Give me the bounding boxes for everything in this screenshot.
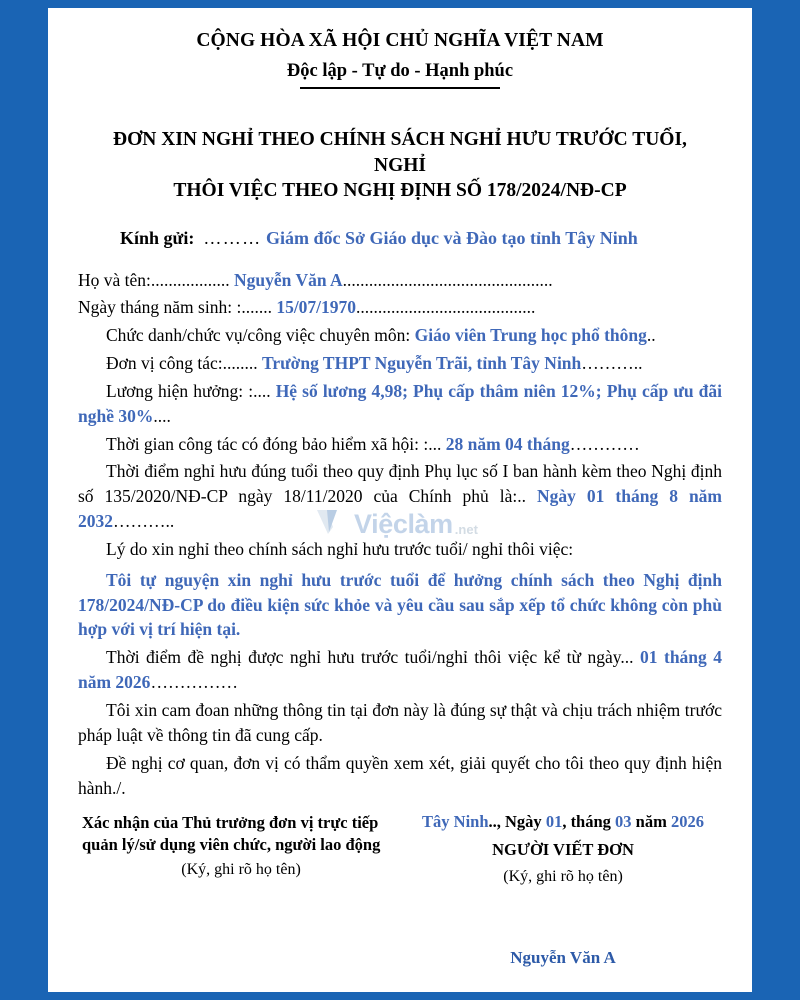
field-requested-date-value: 01 tháng 4 năm 2026 (78, 647, 723, 693)
field-requested-date-dots-after: …………… (150, 672, 238, 693)
watermark-tld: .net (454, 522, 478, 537)
addressee-value: Giám đốc Sở Giáo dục và Đào tạo tỉnh Tây Ninh (266, 228, 638, 249)
national-motto-wrapper (78, 61, 722, 85)
signature-date-line (404, 812, 722, 832)
page-title-line-1: ĐƠN XIN NGHỈ THEO CHÍNH SÁCH NGHỈ HƯU TRƯỚC TUỔI, NGHỈ (113, 129, 687, 176)
signature-month: 03 (615, 812, 632, 832)
field-salary-label: Lương hiện hưởng: : (106, 380, 254, 401)
signature-place-dots: .., (488, 812, 501, 832)
field-work-unit-value: Trường THPT Nguyễn Trãi, tỉnh Tây Ninh (262, 353, 582, 374)
signature-month-label: , tháng (562, 812, 611, 832)
field-requested-date-dots-before: ... (620, 647, 634, 668)
page-title-line-2: THÔI VIỆC THEO NGHỊ ĐỊNH SỐ 178/2024/NĐ-CP (173, 180, 627, 202)
confirmation-heading-line-1: Xác nhận của Thủ trưởng đơn vị trực tiếp (82, 813, 379, 833)
field-birth-date-label: Ngày tháng năm sinh: : (78, 297, 242, 318)
national-motto: Độc lập - Tự do - Hạnh phúc (287, 61, 513, 85)
field-work-unit-label: Đơn vị công tác: (106, 353, 223, 374)
field-salary-value: Hệ số lương 4,98; Phụ cấp thâm niên 12%; Phụ cấp ưu đãi nghề 30% (78, 380, 722, 426)
field-requested-date-label: Thời điểm đề nghị được nghỉ hưu trước tuổi/nghỉ thôi việc kể từ ngày (106, 647, 621, 668)
signature-year-label: năm (635, 812, 667, 832)
field-requested-date (78, 645, 722, 695)
field-position (78, 323, 722, 348)
signature-left-column (78, 812, 400, 968)
signature-day-label: Ngày (505, 812, 542, 832)
document-body (48, 8, 752, 992)
addressee-label: Kính gửi: (120, 228, 195, 249)
document-page (48, 8, 752, 992)
commitment-paragraph-2: Đề nghị cơ quan, đơn vị có thẩm quyền xem xét, giải quyết cho tôi theo quy định hiện hành./. (78, 752, 722, 798)
signature-year: 2026 (670, 812, 704, 832)
field-legal-retirement-date (78, 459, 722, 534)
field-insurance-years-dots-before: ... (428, 433, 442, 454)
signature-day: 01 (545, 812, 563, 832)
field-full-name (78, 268, 722, 293)
field-work-unit-dots-before: ........ (222, 353, 258, 374)
field-position-dots-after: .. (646, 325, 656, 346)
field-legal-retirement-date-text: Thời điểm nghỉ hưu đúng tuổi theo quy định Phụ lục số I ban hành kèm theo Nghị định số 135/2020/NĐ-CP ngày 18/11/2020 của Chính phủ là: (78, 461, 722, 507)
field-birth-date-dots-after: ......................................... (356, 297, 536, 318)
field-insurance-years-value: 28 năm 04 tháng (445, 433, 570, 454)
field-full-name-value: Nguyễn Văn A (234, 269, 343, 290)
field-position-label: Chức danh/chức vụ/công việc chuyên môn: (106, 325, 411, 346)
field-legal-retirement-date-value: Ngày 01 tháng 8 năm 2032 (78, 486, 723, 532)
watermark-brand: Việclàm (354, 509, 453, 539)
signer-sign-note: (Ký, ghi rõ họ tên) (503, 868, 623, 886)
signature-right-column (400, 812, 722, 968)
field-salary-dots-after: .... (153, 405, 171, 426)
field-reason-value: Tôi tự nguyện xin nghỉ hưu trước tuổi để hưởng chính sách theo Nghị định 178/2024/NĐ-CP do điều kiện sức khỏe và yêu cầu sau sắp xếp tổ chức không còn phù hợp với vị trí hiện tại. (78, 569, 722, 640)
confirmation-sign-note: (Ký, ghi rõ họ tên) (181, 861, 301, 879)
signer-name: Nguyễn Văn A (510, 948, 616, 968)
field-legal-retirement-date-dots-after: ……….. (113, 511, 175, 532)
field-full-name-dots-after: ................................................ (342, 269, 553, 290)
field-work-unit-dots-after: ……….. (581, 353, 643, 374)
commitment-paragraph-1: Tôi xin cam đoan những thông tin tại đơn này là đúng sự thật và chịu trách nhiệm trước pháp luật về thông tin đã cung cấp. (78, 700, 722, 745)
confirmation-heading (82, 812, 400, 855)
page-title (86, 127, 714, 204)
addressee-leader-dots: ……… (203, 228, 262, 249)
national-name-heading: CỘNG HÒA XÃ HỘI CHỦ NGHĨA VIỆT NAM (196, 30, 604, 51)
form-fields-block (78, 268, 722, 801)
field-insurance-years-label: Thời gian công tác có đóng bảo hiểm xã hội: : (106, 433, 429, 454)
field-full-name-label: Họ và tên: (78, 269, 151, 290)
field-insurance-years-dots-after: ………… (569, 433, 640, 454)
field-position-value: Giáo viên Trung học phổ thông (414, 325, 647, 346)
signer-role: NGƯỜI VIẾT ĐƠN (492, 840, 634, 860)
field-legal-retirement-date-dots-before: .. (517, 486, 527, 507)
field-salary-dots-before: .... (253, 380, 271, 401)
field-birth-date-value: 15/07/1970 (276, 297, 357, 318)
field-salary (78, 379, 722, 429)
signature-place: Tây Ninh (422, 812, 489, 832)
field-birth-date (78, 295, 722, 320)
field-work-unit (78, 351, 722, 376)
confirmation-heading-line-2: quản lý/sử dụng viên chức, người lao động (82, 834, 381, 854)
field-reason-label: Lý do xin nghỉ theo chính sách nghỉ hưu trước tuổi/ nghỉ thôi việc: (106, 538, 574, 559)
field-full-name-dots-before: .................. (150, 269, 230, 290)
signature-block (78, 812, 722, 968)
field-birth-date-dots-before: ....... (241, 297, 272, 318)
addressee-row (78, 226, 722, 250)
field-insurance-years (78, 432, 722, 457)
